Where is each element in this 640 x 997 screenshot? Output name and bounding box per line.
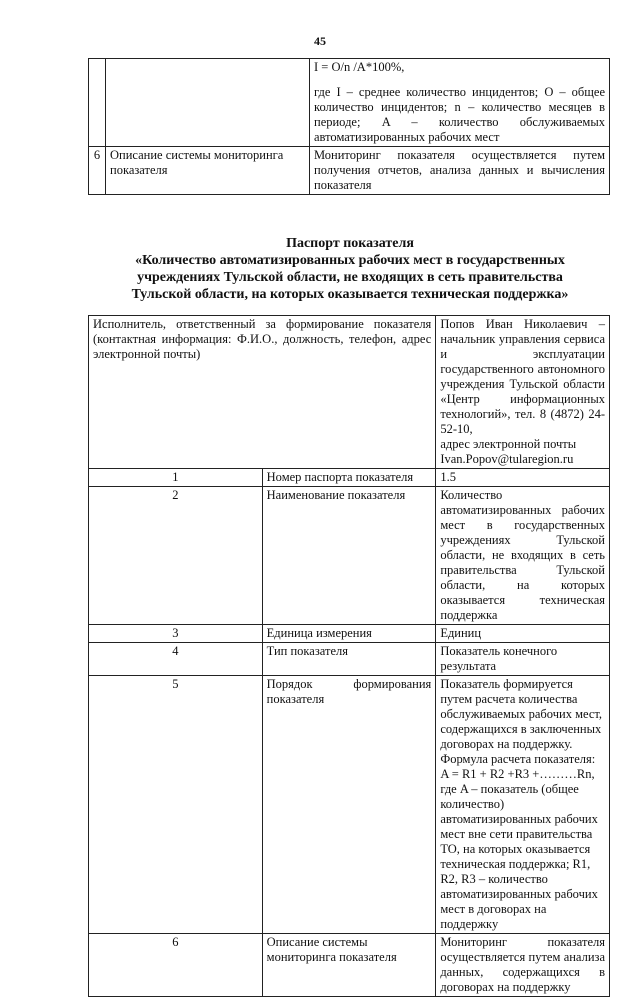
row-value: Мониторинг показателя осуществляется путем получения отчетов, анализа данных и вычисления показателя: [310, 147, 610, 195]
formula-line: A = R1 + R2 +R3 +………Rn,: [440, 767, 595, 781]
table-row: [89, 643, 610, 676]
row-label-cell: [106, 59, 310, 147]
row-value: Мониторинг показателя осуществляется путем анализа данных, содержащихся в договорах на поддержку: [436, 934, 610, 997]
passport-subtitle-line: Тульской области, на которых оказывается техническая поддержка»: [131, 287, 569, 302]
passport-subtitle-line: «Количество автоматизированных рабочих мест в государственных: [135, 253, 565, 268]
row-value: Количество автоматизированных рабочих мест в государственных учреждениях Тульской области, не входящих в сеть правительства Тульской области, на которых оказывается техническая поддержка: [436, 487, 610, 625]
executor-email-label: адрес электронной почты: [440, 437, 577, 451]
row-label: Порядок формирования показателя: [262, 676, 436, 934]
executor-email: Ivan.Popov@tularegion.ru: [440, 452, 574, 466]
row-number: 5: [89, 676, 263, 934]
table-row: [89, 147, 610, 195]
row-number: 3: [89, 625, 263, 643]
row-value-cell: [436, 676, 610, 934]
row-number: 2: [89, 487, 263, 625]
row-value: Показатель формируется путем расчета количества обслуживаемых рабочих мест, содержащихся в заключенных договорах на поддержку. Формула расчета показателя:: [440, 677, 603, 766]
executor-value-cell: [436, 316, 610, 469]
row-label: Наименование показателя: [262, 487, 436, 625]
row-label: Тип показателя: [262, 643, 436, 676]
formula-line: I = O/n /A*100%,: [314, 60, 405, 74]
row-label: Описание системы мониторинга показателя: [106, 147, 310, 195]
row-value: 1.5: [436, 469, 610, 487]
page-number: 45: [314, 34, 326, 48]
passport-heading: [90, 235, 610, 303]
row-label: Описание системы мониторинга показателя: [262, 934, 436, 997]
table-row: [89, 59, 610, 147]
formula-explanation: где A – показатель (общее количество) автоматизированных рабочих мест вне сети правительства ТО, на которых оказывается техническая поддержка; R1, R2, R3 – количество автоматизированных рабочих мест в договорах на поддержку: [440, 782, 598, 931]
row-number: 4: [89, 643, 263, 676]
row-value: Показатель конечного результата: [436, 643, 610, 676]
passport-subtitle-line: учреждениях Тульской области, не входящих в сеть правительства: [137, 270, 563, 285]
table-row: [89, 469, 610, 487]
row-number: 6: [89, 147, 106, 195]
table-row: [89, 487, 610, 625]
executor-label: Исполнитель, ответственный за формирование показателя (контактная информация: Ф.И.О., должность, телефон, адрес электронной почты): [89, 316, 436, 469]
passport-title: Паспорт показателя: [286, 236, 414, 251]
passport-table: [88, 315, 610, 997]
row-label: Единица измерения: [262, 625, 436, 643]
table-row: [89, 934, 610, 997]
executor-value: Попов Иван Николаевич – начальник управления сервиса и эксплуатации государственного автономного учреждения Тульской области «Центр информационных технологий», тел. 8 (4872) 24-52-10,: [440, 317, 605, 436]
row-number-cell: [89, 59, 106, 147]
row-value: Единиц: [436, 625, 610, 643]
table-row: [89, 676, 610, 934]
table-row: [89, 625, 610, 643]
formula-explanation: где I – среднее количество инцидентов; O – общее количество инцидентов; n – количество месяцев в периоде; A – количество обслуживаемых автоматизированных рабочих мест: [314, 85, 605, 144]
row-label: Номер паспорта показателя: [262, 469, 436, 487]
formula-cell: [310, 59, 610, 147]
row-number: 1: [89, 469, 263, 487]
row-number: 6: [89, 934, 263, 997]
top-table-continuation: [88, 58, 610, 195]
table-row: [89, 316, 610, 469]
